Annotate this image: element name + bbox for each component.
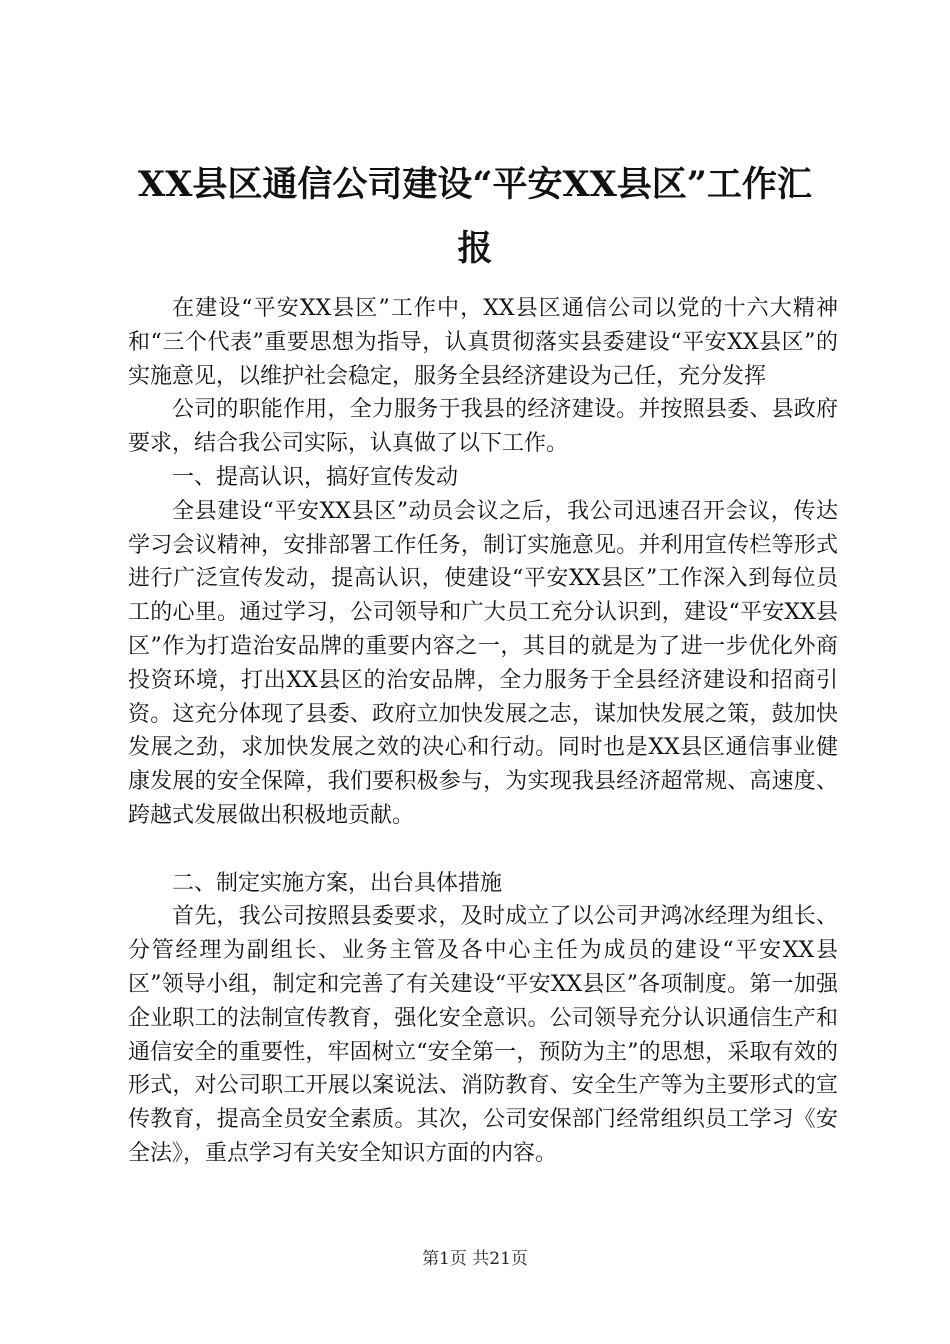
document-title-line-1: XX县区通信公司建设“平安XX县区”工作汇	[138, 164, 812, 205]
section-heading-1: 一、提高认识，搞好宣传发动	[172, 464, 459, 490]
paragraph-spacer	[128, 833, 838, 867]
paragraph-intro-continued: 公司的职能作用，全力服务于我县的经济建设。并按照县委、县政府要求，结合我公司实际，认真做了以下工作。	[128, 397, 838, 457]
document-body	[128, 292, 838, 1171]
section-heading-2: 二、制定实施方案，出台具体措施	[172, 870, 503, 896]
paragraph-intro: 在建设“平安XX县区”工作中，XX县区通信公司以党的十六大精神和“三个代表”重要思想为指导，认真贯彻落实县委建设“平安XX县区”的实施意见，以维护社会稳定，服务全县经济建设为己任，充分发挥	[128, 296, 838, 389]
paragraph-section-2: 首先，我公司按照县委要求，及时成立了以公司尹鸿冰经理为组长、分管经理为副组长、业务主管及各中心主任为成员的建设“平安XX县区”领导小组，制定和完善了有关建设“平安XX县区”各项制度。第一加强企业职工的法制宣传教育，强化安全意识。公司领导充分认识通信生产和通信安全的重要性，牢固树立“安全第一，预防为主”的思想，采取有效的形式，对公司职工开展以案说法、消防教育、安全生产等为主要形式的宣传教育，提高全员安全素质。其次，公司安保部门经常组织员工学习《安全法》，重点学习有关安全知识方面的内容。	[128, 904, 838, 1166]
paragraph-section-1: 全县建设“平安XX县区”动员会议之后，我公司迅速召开会议，传达学习会议精神，安排部署工作任务，制订实施意见。并利用宣传栏等形式进行广泛宣传发动，提高认识，使建设“平安XX县区”工作深入到每位员工的心里。通过学习，公司领导和广大员工充分认识到，建设“平安XX县区”作为打造治安品牌的重要内容之一，其目的就是为了进一步优化外商投资环境，打出XX县区的治安品牌，全力服务于全县经济建设和招商引资。这充分体现了县委、政府立加快发展之志，谋加快发展之策，鼓加快发展之劲，求加快发展之效的决心和行动。同时也是XX县区通信事业健康发展的安全保障，我们要积极参与，为实现我县经济超常规、高速度、跨越式发展做出积极地贡献。	[128, 498, 838, 828]
page-footer: 第1页 共21页	[422, 1249, 528, 1269]
document-title-line-2: 报	[457, 228, 493, 269]
